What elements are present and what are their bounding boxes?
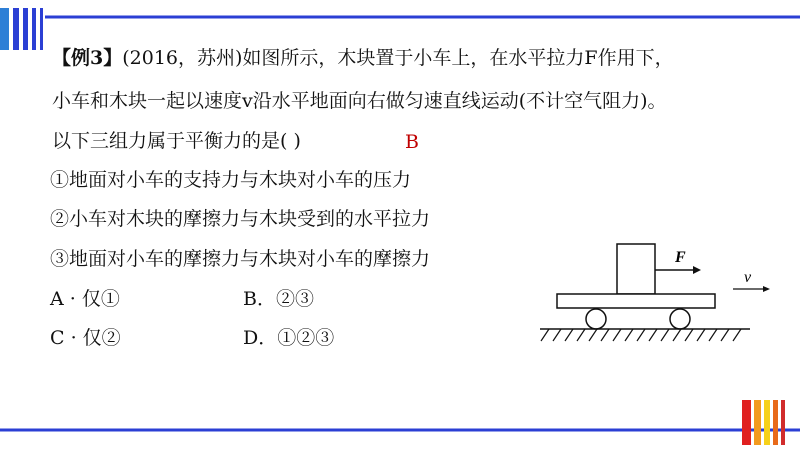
question-line-1: [52, 45, 674, 71]
deco-bar: [13, 8, 19, 50]
cart-wheel-left: [586, 309, 606, 329]
ground-hatching: [541, 329, 741, 341]
statement-1: ①地面对小车的支持力与木块对小车的压力: [50, 169, 412, 191]
option-c: C · 仅②: [50, 327, 121, 349]
deco-bar: [23, 8, 28, 50]
deco-bar: [40, 8, 43, 50]
statement-2: ②小车对木块的摩擦力与木块受到的水平拉力: [50, 208, 431, 230]
deco-bar: [754, 400, 761, 445]
cart-block-diagram: [535, 240, 785, 345]
question-line-3: 以下三组力属于平衡力的是( ): [52, 130, 301, 152]
question-text-1: (2016，苏州)如图所示，木块置于小车上，在水平拉力F作用下，: [122, 47, 674, 69]
option-b: B．②③: [243, 288, 314, 310]
example-tag: 【例3】: [52, 47, 123, 69]
answer-mark: B: [405, 131, 419, 153]
statement-3: ③地面对小车的摩擦力与木块对小车的摩擦力: [50, 248, 431, 270]
deco-bar: [773, 400, 778, 445]
option-a: A · 仅①: [50, 288, 120, 310]
velocity-label: v: [744, 269, 752, 286]
force-label: F: [675, 249, 686, 266]
option-d: D．①②③: [243, 327, 335, 349]
cart-wheel-right: [670, 309, 690, 329]
deco-bar: [0, 8, 9, 50]
deco-bar: [764, 400, 770, 445]
deco-bar: [781, 400, 785, 445]
force-arrowhead: [693, 266, 701, 274]
deco-bar: [32, 8, 36, 50]
cart-body: [557, 294, 715, 308]
velocity-arrowhead: [763, 286, 770, 292]
wooden-block: [617, 244, 655, 294]
deco-bar: [742, 400, 751, 445]
question-line-2: 小车和木块一起以速度v沿水平地面向右做匀速直线运动(不计空气阻力)。: [52, 90, 667, 112]
bottom-decoration: [0, 390, 800, 450]
